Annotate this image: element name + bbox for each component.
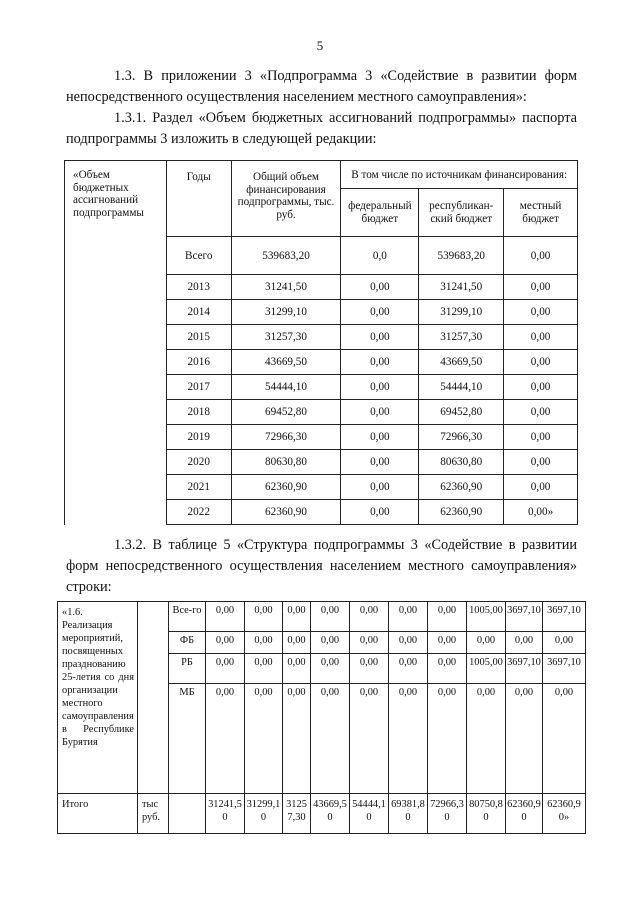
republic-cell: 62360,90	[419, 500, 504, 525]
value-cell: 3697,10	[543, 654, 586, 684]
total-value-cell: 69381,80	[389, 794, 428, 834]
total-unit-cell: тыс руб.	[138, 794, 169, 834]
value-cell: 0,00	[283, 602, 311, 632]
source-cell: РБ	[169, 654, 206, 684]
total-value-cell: 31299,10	[245, 794, 283, 834]
local-cell: 0,00	[504, 375, 578, 400]
paragraph-1-3	[66, 66, 577, 108]
col-header-years: Годы	[166, 161, 231, 237]
value-cell: 0,00	[283, 684, 311, 794]
total-label-cell: Итого	[58, 794, 138, 834]
year-cell: 2017	[166, 375, 231, 400]
republic-cell: 31299,10	[419, 300, 504, 325]
total-cell: 69452,80	[231, 400, 341, 425]
republic-cell: 539683,20	[419, 237, 504, 275]
total-cell: 539683,20	[231, 237, 341, 275]
federal-cell: 0,00	[341, 300, 419, 325]
total-cell: 62360,90	[231, 500, 341, 525]
value-cell: 0,00	[467, 632, 506, 654]
paragraph-1-3-1	[66, 108, 577, 150]
value-cell: 0,00	[543, 632, 586, 654]
local-cell: 0,00	[504, 475, 578, 500]
page-number: 5	[316, 38, 324, 53]
value-cell: 0,00	[428, 602, 467, 632]
year-cell: 2013	[166, 275, 231, 300]
value-cell: 0,00	[245, 684, 283, 794]
republic-cell: 31257,30	[419, 325, 504, 350]
total-value-cell: 80750,80	[467, 794, 506, 834]
col-header-republic: республикан-ский бюджет	[419, 189, 504, 237]
local-cell: 0,00	[504, 400, 578, 425]
republic-cell: 80630,80	[419, 450, 504, 475]
total-cell: 31241,50	[231, 275, 341, 300]
value-cell: 0,00	[543, 684, 586, 794]
budget-allocations-table	[64, 160, 578, 525]
local-cell: 0,00	[504, 450, 578, 475]
paragraph-1-3-1-text: 1.3.1. Раздел «Объем бюджетных ассигнований подпрограммы» паспорта подпрограммы 3 изложить в следующей редакции:	[66, 110, 577, 147]
value-cell: 1005,00	[467, 602, 506, 632]
total-value-cell: 31241,50	[206, 794, 245, 834]
source-cell: Все-го	[169, 602, 206, 632]
table-row-total	[58, 794, 586, 834]
paragraph-1-3-2-text: 1.3.2. В таблице 5 «Структура подпрограммы 3 «Содействие в развитии форм непосредственного осуществления населением местного самоуправления» строки:	[66, 537, 577, 595]
year-cell: Всего	[166, 237, 231, 275]
federal-cell: 0,00	[341, 425, 419, 450]
total-cell: 31257,30	[231, 325, 341, 350]
total-value-cell: 31257,30	[283, 794, 311, 834]
value-cell: 0,00	[245, 602, 283, 632]
col-header-total: Общий объем финансирования подпрограммы, тыс. руб.	[231, 161, 341, 237]
total-cell: 80630,80	[231, 450, 341, 475]
total-value-cell: 62360,90	[506, 794, 543, 834]
republic-cell: 43669,50	[419, 350, 504, 375]
value-cell: 0,00	[389, 654, 428, 684]
year-cell: 2015	[166, 325, 231, 350]
total-cell: 54444,10	[231, 375, 341, 400]
value-cell: 0,00	[467, 684, 506, 794]
local-cell: 0,00	[504, 350, 578, 375]
year-cell: 2018	[166, 400, 231, 425]
year-cell: 2019	[166, 425, 231, 450]
value-cell: 0,00	[428, 654, 467, 684]
republic-cell: 69452,80	[419, 400, 504, 425]
value-cell: 3697,10	[543, 602, 586, 632]
republic-cell: 31241,50	[419, 275, 504, 300]
year-cell: 2014	[166, 300, 231, 325]
year-cell: 2021	[166, 475, 231, 500]
year-cell: 2020	[166, 450, 231, 475]
source-cell	[169, 794, 206, 834]
value-cell: 3697,10	[506, 602, 543, 632]
value-cell: 0,00	[389, 602, 428, 632]
federal-cell: 0,00	[341, 475, 419, 500]
local-cell: 0,00	[504, 275, 578, 300]
value-cell: 0,00	[245, 654, 283, 684]
value-cell: 0,00	[283, 654, 311, 684]
value-cell: 0,00	[206, 632, 245, 654]
republic-cell: 62360,90	[419, 475, 504, 500]
federal-cell: 0,00	[341, 500, 419, 525]
value-cell: 0,00	[311, 632, 350, 654]
total-value-cell: 43669,50	[311, 794, 350, 834]
federal-cell: 0,0	[341, 237, 419, 275]
value-cell: 0,00	[428, 632, 467, 654]
federal-cell: 0,00	[341, 450, 419, 475]
value-cell: 0,00	[350, 602, 389, 632]
value-cell: 0,00	[206, 654, 245, 684]
value-cell: 0,00	[206, 684, 245, 794]
total-cell: 31299,10	[231, 300, 341, 325]
value-cell: 0,00	[506, 632, 543, 654]
source-cell: ФБ	[169, 632, 206, 654]
federal-cell: 0,00	[341, 275, 419, 300]
source-cell: МБ	[169, 684, 206, 794]
value-cell: 0,00	[389, 632, 428, 654]
total-value-cell: 72966,30	[428, 794, 467, 834]
value-cell: 0,00	[350, 632, 389, 654]
table-row	[58, 602, 586, 632]
paragraph-1-3-2	[66, 535, 577, 598]
value-cell: 0,00	[350, 654, 389, 684]
subprogram-structure-table	[57, 601, 586, 834]
local-cell: 0,00»	[504, 500, 578, 525]
federal-cell: 0,00	[341, 325, 419, 350]
value-cell: 0,00	[428, 684, 467, 794]
federal-cell: 0,00	[341, 400, 419, 425]
local-cell: 0,00	[504, 237, 578, 275]
paragraph-1-3-text: 1.3. В приложении 3 «Подпрограмма 3 «Содействие в развитии форм непосредственного осуществления населением местного самоуправления»:	[66, 68, 577, 105]
col-header-local: местный бюджет	[504, 189, 578, 237]
total-cell: 72966,30	[231, 425, 341, 450]
value-cell: 0,00	[311, 602, 350, 632]
total-cell: 43669,50	[231, 350, 341, 375]
federal-cell: 0,00	[341, 350, 419, 375]
total-cell: 62360,90	[231, 475, 341, 500]
budget-section-label: «Объем бюджетных ассигнований подпрограммы	[65, 161, 167, 525]
value-cell: 0,00	[245, 632, 283, 654]
total-value-cell: 54444,10	[350, 794, 389, 834]
local-cell: 0,00	[504, 325, 578, 350]
year-cell: 2022	[166, 500, 231, 525]
value-cell: 0,00	[311, 684, 350, 794]
republic-cell: 54444,10	[419, 375, 504, 400]
republic-cell: 72966,30	[419, 425, 504, 450]
event-name-cell: «1.6. Реализация мероприятий, посвященных празднованию 25-летия со дня организации местного самоуправления в Республике Бурятия	[58, 602, 138, 794]
value-cell: 0,00	[206, 602, 245, 632]
total-value-cell: 62360,90»	[543, 794, 586, 834]
federal-cell: 0,00	[341, 375, 419, 400]
value-cell: 0,00	[389, 684, 428, 794]
col-header-sources: В том числе по источникам финансирования:	[341, 161, 578, 189]
col-header-federal: федеральный бюджет	[341, 189, 419, 237]
local-cell: 0,00	[504, 425, 578, 450]
unit-cell	[138, 602, 169, 794]
value-cell: 0,00	[350, 684, 389, 794]
value-cell: 0,00	[283, 632, 311, 654]
value-cell: 3697,10	[506, 654, 543, 684]
year-cell: 2016	[166, 350, 231, 375]
local-cell: 0,00	[504, 300, 578, 325]
value-cell: 0,00	[506, 684, 543, 794]
value-cell: 1005,00	[467, 654, 506, 684]
value-cell: 0,00	[311, 654, 350, 684]
